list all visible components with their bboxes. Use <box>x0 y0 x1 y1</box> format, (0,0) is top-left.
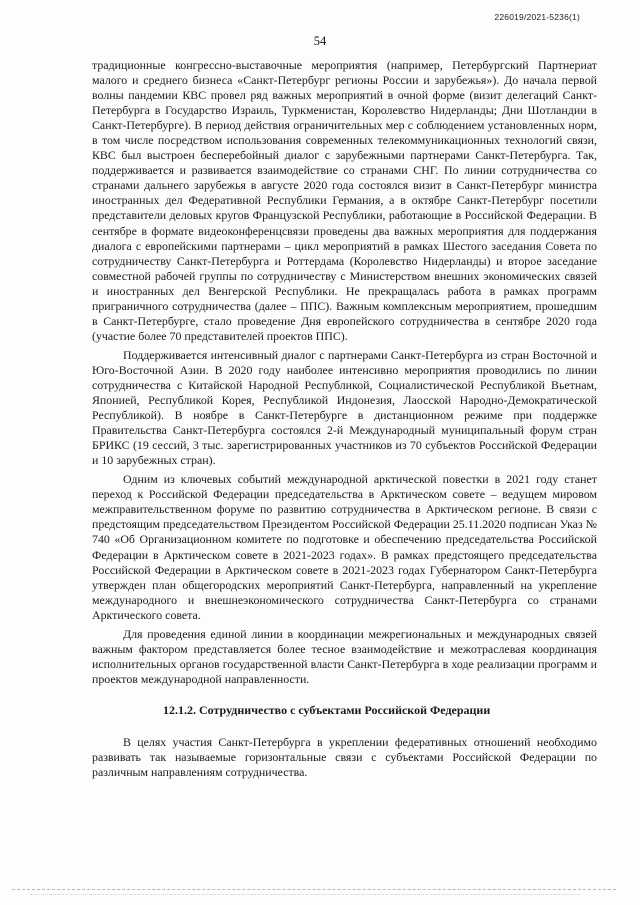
scan-edge-line-faint <box>30 894 580 895</box>
document-number: 226019/2021-5236(1) <box>494 12 580 22</box>
page-number: 54 <box>313 34 327 48</box>
paragraph-arctic: Одним из ключевых событий международной арктической повестки в 2021 году станет переход к Российской Федерации председательства в Арктическом совете – ведущем мировом межправительственном форуме по развитию сотрудничества в Арктическом регионе. В связи с предстоящим председательством Президентом Российской Федерации 25.11.2020 подписан Указ № 740 «Об Организационном комитете по подготовке и обеспечению председательства Российской Федерации в Арктическом совете в 2021-2023 годах». В рамках предстоящего председательства Российской Федерации в Арктическом совете в 2021-2023 годах Губернатором Санкт-Петербурга утвержден план общегородских мероприятий Санкт-Петербурга, направленный на укрепление международного и внешнеэкономического сотрудничества Санкт-Петербурга со странами Арктического совета. <box>92 472 597 622</box>
scan-edge-line <box>12 889 616 890</box>
paragraph-continuation: традиционные конгрессно-выставочные мероприятия (например, Петербургский Партнериат малого и среднего бизнеса «Санкт-Петербург регионы России и зарубежья»). До начала первой волны пандемии КВС провел ряд важных мероприятий в очной форме (визит делегаций Санкт-Петербурга в Государство Израиль, Туркменистан, Королевство Нидерланды; Дни Шотландии в Санкт-Петербурге). В период действия ограничительных мер с соблюдением установленных норм, в том числе посредством использования современных телекоммуникационных технологий связи, КВС был выстроен бесперебойный диалог с зарубежными партнерами Санкт-Петербурга. Так, поддерживается и развивается взаимодействие со странами СНГ. По линии сотрудничества со странами дальнего зарубежья в августе 2020 года состоялся визит в Санкт-Петербург министра иностранных дел Федеративной Республики Германия, а в октябре Санкт-Петербург посетили представители деловых кругов Французской Республики, работающие в Российской Федерации. В сентябре в формате видеоконференцсвязи проведены два важных мероприятия для поддержания диалога с европейскими партнерами – цикл мероприятий в рамках Шестого заседания Совета по сотрудничеству Санкт-Петербурга и Роттердама (Королевство Нидерланды) и второе заседание совместной рабочей группы по сотрудничеству с Министерством внешних экономических связей и иностранных дел Венгерской Республики. Не прекращалась работа в рамках программ приграничного сотрудничества (далее – ППС). Важным комплексным мероприятием, прошедшим в Санкт-Петербурге, стало проведение Дня европейского сотрудничества в сентябре 2020 года (участие более 70 представителей проектов ППС). <box>92 58 597 343</box>
paragraph-coordination: Для проведения единой линии в координации межрегиональных и международных связей важным фактором представляется более тесное взаимодействие и межотраслевая координация исполнительных органов государственной власти Санкт-Петербурга в ходе реализации программ и проектов международной направленности. <box>92 626 597 686</box>
document-body <box>92 58 597 780</box>
paragraph-asia: Поддерживается интенсивный диалог с партнерами Санкт-Петербурга из стран Восточной и Юго-Восточной Азии. В 2020 году наиболее интенсивно мероприятия проводились по линии сотрудничества с Китайской Народной Республикой, Социалистической Республикой Вьетнам, Японией, Республикой Корея, Республикой Индонезия, Лаосской Народно-Демократической Республикой). В ноябре в Санкт-Петербурге в дистанционном режиме при поддержке Правительства Санкт-Петербурга состоялся 2-й Международный муниципальный форум стран БРИКС (19 сессий, 3 тыс. зарегистрированных участников из 70 субъектов Российской Федерации и 10 зарубежных стран). <box>92 347 597 468</box>
paragraph-federation: В целях участия Санкт-Петербурга в укреплении федеративных отношений необходимо развивать так называемые горизонтальные связи с субъектами Российской Федерации по различным направлениям сотрудничества. <box>92 734 597 780</box>
section-heading: 12.1.2. Сотрудничество с субъектами Российской Федерации <box>163 702 491 717</box>
